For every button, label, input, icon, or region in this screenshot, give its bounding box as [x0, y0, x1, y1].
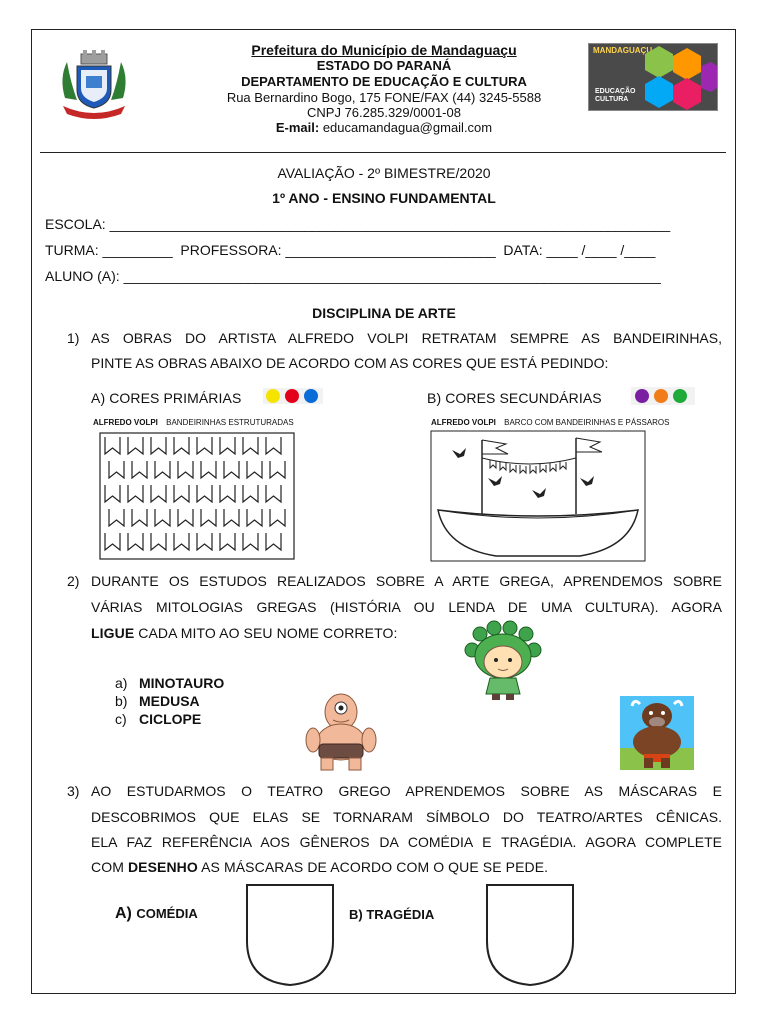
q1-option-a-label: A) CORES PRIMÁRIAS [91, 390, 242, 406]
artwork-a-title: BANDEIRINHAS ESTRUTURADAS [166, 418, 294, 427]
education-logo-title: MANDAGUAÇU [593, 46, 653, 55]
tragedy-mask-outline[interactable] [483, 883, 577, 987]
artwork-b-artist: ALFREDO VOLPI [431, 418, 496, 427]
q2-option-b[interactable] [115, 692, 224, 710]
q2-option-c[interactable] [115, 710, 224, 728]
q2-instruction-rest: CADA MITO AO SEU NOME CORRETO: [134, 625, 398, 641]
q1-option-b-label: B) CORES SECUNDÁRIAS [427, 390, 602, 406]
exam-title: AVALIAÇÃO - 2º BIMESTRE/2020 [277, 165, 491, 181]
q2-line2: VÁRIAS MITOLOGIAS GREGAS (HISTÓRIA OU LENDA DE UMA CULTURA). AGORA [91, 599, 722, 615]
secondary-color-orange-dot [654, 389, 668, 403]
artwork-b-caption [431, 418, 670, 427]
comedy-mask-outline[interactable] [243, 883, 337, 987]
q2-instruction-bold: LIGUE [91, 625, 135, 641]
q2-option-c-name: CICLOPE [139, 711, 202, 727]
q3-option-b-label: TRAGÉDIA [366, 907, 435, 922]
q3-instruction-rest: AS MÁSCARAS DE ACORDO COM O QUE SE PEDE. [197, 859, 549, 875]
artwork-b-title: BARCO COM BANDEIRINHAS E PÁSSAROS [504, 418, 670, 427]
secondary-colors-swatch [631, 387, 695, 405]
artwork-a-caption [93, 418, 294, 427]
primary-colors-swatch [263, 388, 323, 404]
q2-option-a[interactable] [115, 674, 224, 692]
q2-line3 [91, 625, 397, 641]
secondary-color-purple-dot [635, 389, 649, 403]
address: Rua Bernardino Bogo, 175 FONE/FAX (44) 3245-5588 [226, 90, 542, 105]
q3-line3: ELA FAZ REFERÊNCIA AOS GÊNEROS DA COMÉDIA E TRAGÉDIA. AGORA COMPLETE [91, 834, 722, 850]
q3-option-a-label: COMÉDIA [136, 906, 198, 921]
email-value: educamandagua@gmail.com [322, 120, 493, 135]
q3-line2: DESCOBRIMOS QUE ELAS SE TORNARAM SÍMBOLO DO TEATRO/ARTES CÊNICAS. [91, 809, 722, 825]
q2-option-b-letter: b) [115, 693, 128, 709]
q1-line1: AS OBRAS DO ARTISTA ALFREDO VOLPI RETRATAM SEMPRE AS BANDEIRINHAS, [91, 330, 722, 346]
exam-grade: 1º ANO - ENSINO FUNDAMENTAL [272, 190, 496, 206]
cnpj: CNPJ 76.285.329/0001-08 [307, 105, 461, 120]
q3-line4 [91, 859, 548, 875]
school-field[interactable]: ESCOLA: ________________________________________________________________________ [45, 216, 671, 232]
student-field[interactable]: ALUNO (A): _____________________________________________________________________ [45, 268, 661, 284]
email-label: E-mail: [275, 120, 320, 135]
minotaur-illustration[interactable] [620, 696, 694, 770]
q3-option-b-letter: B) [349, 907, 363, 922]
education-logo [588, 43, 718, 111]
class-teacher-date-field[interactable]: TURMA: _________ PROFESSORA: ___________________________ DATA: ____ /____ /____ [45, 242, 656, 258]
secondary-color-green-dot [673, 389, 687, 403]
q1-number: 1) [67, 330, 80, 346]
q2-option-c-letter: c) [115, 711, 127, 727]
primary-color-yellow-dot [266, 389, 280, 403]
header-divider [40, 152, 726, 153]
q2-option-a-name: MINOTAURO [139, 675, 225, 691]
q2-options-list [115, 674, 224, 728]
q3-option-a-letter: A) [115, 905, 132, 922]
primary-color-blue-dot [304, 389, 318, 403]
q1-line2: PINTE AS OBRAS ABAIXO DE ACORDO COM AS CORES QUE ESTÁ PEDINDO: [91, 355, 609, 371]
medusa-illustration[interactable] [462, 620, 546, 702]
email-line [0, 120, 768, 135]
q3-line1: AO ESTUDARMOS O TEATRO GREGO APRENDEMOS SOBRE AS MÁSCARAS E [91, 783, 722, 799]
q2-number: 2) [67, 573, 80, 589]
subject-title: DISCIPLINA DE ARTE [312, 305, 456, 321]
q3-instruction-bold: DESENHO [127, 859, 198, 875]
department-name: DEPARTAMENTO DE EDUCAÇÃO E CULTURA [241, 74, 527, 89]
q3-option-a [115, 905, 198, 923]
artwork-b-boat[interactable] [430, 430, 646, 562]
education-logo-subtitle: EDUCAÇÃO CULTURA [595, 88, 636, 103]
state-name: ESTADO DO PARANÁ [316, 58, 452, 73]
municipality-title: Prefeitura do Município de Mandaguaçu [251, 42, 517, 58]
cyclops-illustration[interactable] [303, 690, 379, 774]
q2-option-b-name: MEDUSA [139, 693, 200, 709]
q3-instruction-pre: COM [91, 859, 128, 875]
hexagon-photos-icon [639, 44, 717, 110]
artwork-a-artist: ALFREDO VOLPI [93, 418, 158, 427]
q3-option-b [349, 907, 434, 922]
primary-color-red-dot [285, 389, 299, 403]
q2-line1: DURANTE OS ESTUDOS REALIZADOS SOBRE A ARTE GREGA, APRENDEMOS SOBRE [91, 573, 722, 589]
q2-option-a-letter: a) [115, 675, 128, 691]
q3-number: 3) [67, 783, 80, 799]
artwork-a-flags-grid[interactable] [99, 432, 295, 560]
